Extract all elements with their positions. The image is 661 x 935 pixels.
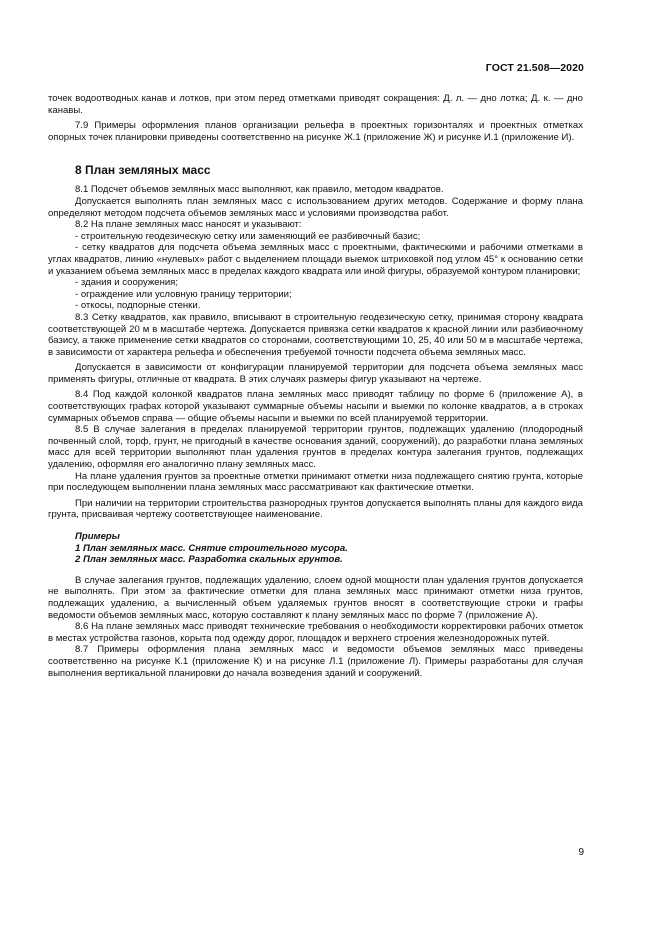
page-body (48, 93, 583, 679)
list-item: - здания и сооружения; (75, 277, 178, 289)
paragraph: точек водоотводных канав и лотков, при этом перед отметками приводят сокращения: Д. л. — дно лотка; Д. к. — дно канавы. (48, 93, 583, 116)
paragraph: В случае залегания грунтов, подлежащих удалению, слоем одной мощности план удаления грунтов допускается не выполнять. При этом за фактические отметки для плана земляных масс принимают отметки низа грунтов, подлежащих удалению, а вычисленный объем удаляемых грунтов вносят в соответствующие строки и графы ведомости объемов земляных масс, которую составляют к плану земляных масс по форме 7 (приложение А). (48, 574, 583, 621)
page-number: 9 (578, 847, 584, 858)
list-item: - ограждение или условную границу территории; (75, 288, 292, 300)
paragraph: 8.5 В случае залегания в пределах планируемой территории грунтов, подлежащих удалению (плодородный почвенный слой, торф, грунт, не пригодный в качестве основания зданий, сооружений), до разработки плана земляных масс для всей территории выполняют план удаления грунтов в пределах контура залегания грунтов, подлежащих удалению, оформляя его аналогично плану земляных масс. (48, 424, 583, 471)
paragraph: 8.2 На плане земляных масс наносят и указывают: (75, 219, 302, 231)
section-heading: 8 План земляных масс (75, 163, 211, 178)
paragraph: 8.1 Подсчет объемов земляных масс выполняют, как правило, методом квадратов. (75, 184, 444, 196)
paragraph: На плане удаления грунтов за проектные отметки принимают отметки низа подлежащего снятию грунта, которые при последующем выполнении плана земляных масс рассматривают как фактические отметки. (48, 470, 583, 494)
paragraph: 7.9 Примеры оформления планов организации рельефа в проектных горизонталях и проектных отметках опорных точек планировки приведены соответственно на рисунке Ж.1 (приложение Ж) и рисунке И.1 (приложение И). (48, 120, 583, 143)
list-item: - откосы, подпорные стенки. (75, 300, 201, 312)
paragraph: Допускается в зависимости от конфигурации планируемой территории для подсчета объема земляных масс применять фигуры, отличные от квадрата. В этих случаях размеры фигур указывают на чертеже. (48, 362, 583, 385)
paragraph: 8.4 Под каждой колонкой квадратов плана земляных масс приводят таблицу по форме 6 (приложение А), в соответствующих графах которой указывают суммарные объемы насыпи и выемки по колонке квадратов, а в строках суммарных объемов справа — общие объемы насыпи и выемки по всей планируемой территории. (48, 389, 583, 424)
paragraph: При наличии на территории строительства разнородных грунтов допускается выполнять планы для каждого вида грунта, присваивая чертежу соответствующее наименование. (48, 497, 583, 521)
paragraph: Допускается выполнять план земляных масс с использованием других методов. Содержание и форму плана определяют методом подсчета объемов земляных масс и условиями производства работ. (48, 195, 583, 219)
list-item: - строительную геодезическую сетку или заменяющий ее разбивочный базис; (75, 230, 421, 242)
paragraph: 8.3 Сетку квадратов, как правило, вписывают в строительную геодезическую сетку, принимая сторону квадрата соответствующей 20 м в масштабе чертежа. Допускается привязка сетки квадратов к красной линии или разбивочному базису, а также применение сетки квадратов со сторонами, соответствующими 10, 25, 40 или 50 м в масштабе чертежа, в зависимости от характера рельефа и обеспечения требуемой точности подсчета объема земляных масс. (48, 311, 583, 358)
paragraph: 8.6 На плане земляных масс приводят технические требования о необходимости корректировки рабочих отметок в местах устройства газонов, корыта под одежду дорог, площадок и верхнего строения железнодорожных путей. (48, 621, 583, 644)
list-item: - сетку квадратов для подсчета объема земляных масс с проектными, фактическими и рабочими отметками в углах квадратов, линию «нулевых» работ с выделением площади выемок штриховкой под углом 45° к основанию сетки и указанием объема земляных масс в пределах каждого квадрата или иной фигуры, образуемой контуром планировки; (48, 242, 583, 277)
paragraph: 8.7 Примеры оформления плана земляных масс и ведомости объемов земляных масс приведены соответственно на рисунке К.1 (приложение К) и на рисунке Л.1 (приложение Л). Примеры разработаны для случая выполнения вертикальной планировки до начала возведения зданий и сооружений. (48, 644, 583, 679)
examples-title: Примеры (75, 531, 120, 542)
example-item: 2 План земляных масс. Разработка скальных грунтов. (75, 554, 343, 566)
document-code: ГОСТ 21.508—2020 (485, 62, 584, 74)
example-item: 1 План земляных масс. Снятие строительного мусора. (75, 542, 348, 554)
